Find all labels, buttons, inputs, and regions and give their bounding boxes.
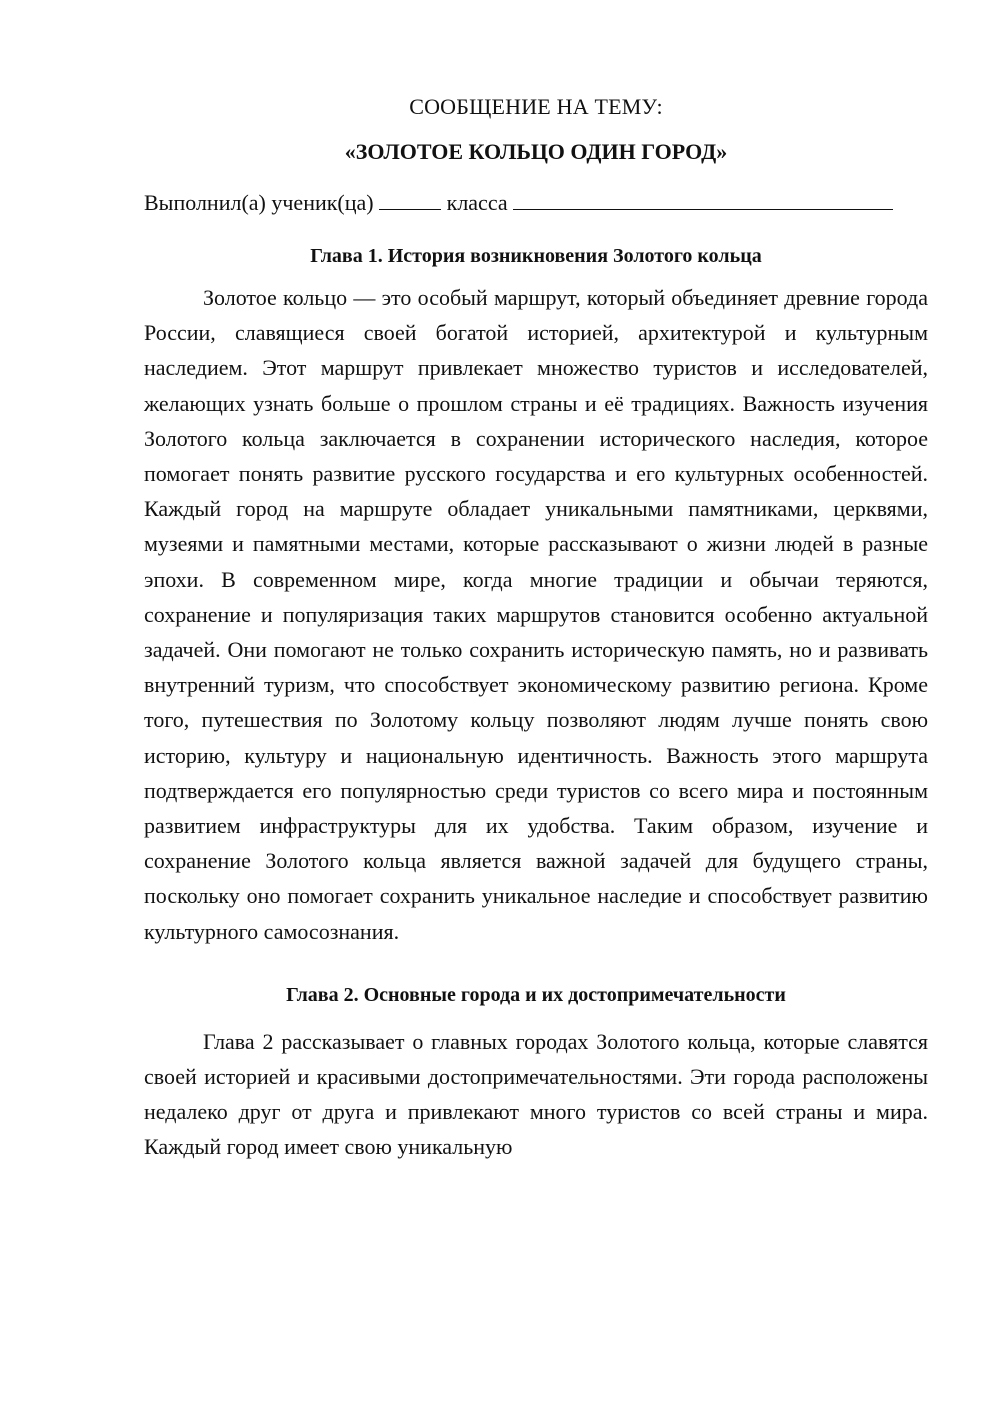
chapter-2-title: Глава 2. Основные города и их достопримечательности — [286, 983, 786, 1006]
chapter-1-title: Глава 1. История возникновения Золотого кольца — [310, 245, 762, 267]
author-line — [144, 188, 928, 218]
chapter-2-paragraph: Глава 2 рассказывает о главных городах Золотого кольца, которые славятся своей историей и красивыми достопримечательностями. Эти города расположены недалеко друг от друга и привлекают много туристов со всей страны и мира. Каждый город имеет свою уникальную — [144, 1028, 928, 1160]
name-blank — [513, 188, 893, 210]
document-subtitle: «ЗОЛОТОЕ КОЛЬЦО ОДИН ГОРОД» — [344, 139, 728, 164]
chapter-1-paragraph: Золотое кольцо — это особый маршрут, который объединяет древние города России, славящиеся своей богатой историей, архитектурой и культурным наследием. Этот маршрут привлекает множество туристов и исследователей, желающих узнать больше о прошлом страны и её традициях. Важность изучения Золотого кольца заключается в сохранении исторического наследия, которое помогает понять развитие русского государства и его культурных особенностей. Каждый город на маршруте обладает уникальными памятниками, церквями, музеями и памятными местами, которые рассказывают о жизни людей в разные эпохи. В современном мире, когда многие традиции и обычаи теряются, сохранение и популяризация таких маршрутов становится особенно актуальной задачей. Они помогают не только сохранить историческую память, но и развивать внутренний туризм, что способствует экономическому развитию региона. Кроме того, путешествия по Золотому кольцу позволяют людям лучше понять свою историю, культуру и национальную идентичность. Важность этого маршрута подтверждается его популярностью среди туристов со всего мира и постоянным развитием инфраструктуры для их удобства. Таким образом, изучение и сохранение Золотого кольца является важной задачей для будущего страны, поскольку оно помогает сохранить уникальное наследие и способствует развитию культурного самосознания. — [144, 285, 928, 944]
document-title: СООБЩЕНИЕ НА ТЕМУ: — [409, 94, 663, 119]
author-label: Выполнил(а) ученик(ца) — [144, 190, 374, 215]
class-label: класса — [446, 190, 508, 215]
grade-blank — [379, 188, 441, 210]
document-content — [144, 92, 928, 1165]
